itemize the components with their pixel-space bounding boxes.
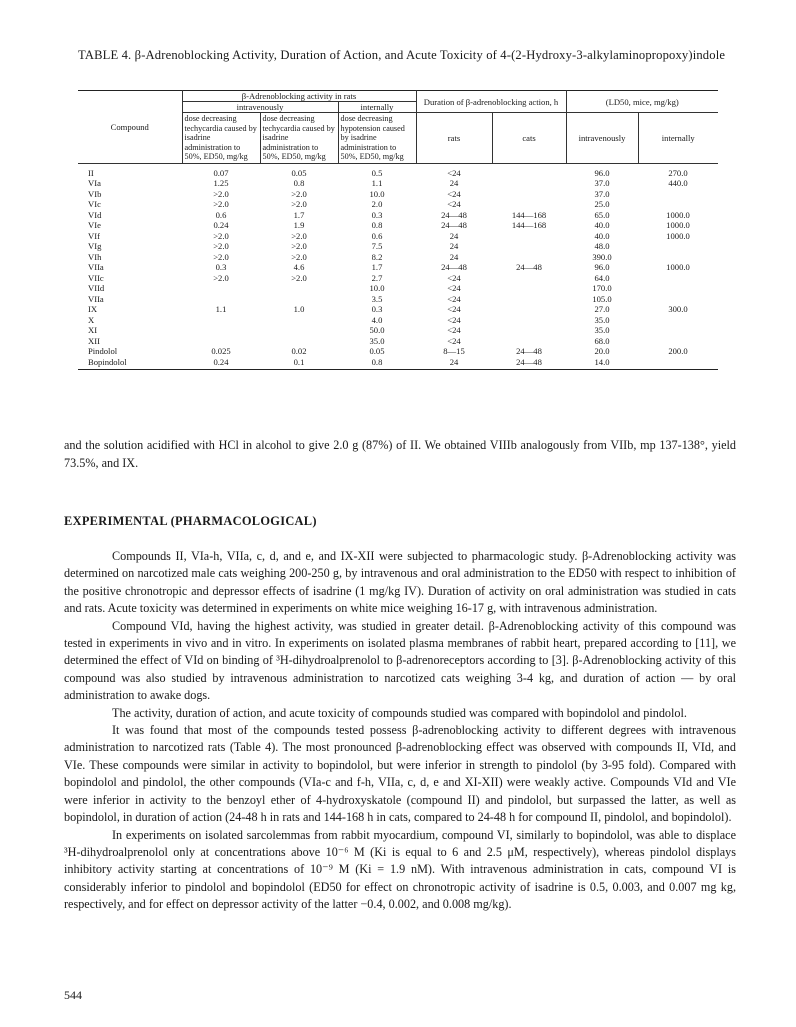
dur-rats-header: rats [416, 113, 492, 164]
compound-cell: VIIa [88, 262, 104, 273]
value-cell: >2.0 [291, 230, 307, 241]
tox-int-header: internally [638, 113, 718, 164]
table-4 [78, 90, 718, 370]
col1-desc: dose decreasing techycardia caused by isadrine administration to 50%, ED50, mg/kg [182, 113, 260, 164]
compound-cell: VIa [88, 178, 101, 189]
table-row [78, 230, 718, 241]
value-cell: 24 [449, 251, 459, 262]
value-cell: 24 [449, 230, 459, 241]
value-cell: 0.02 [291, 346, 307, 357]
value-cell: 1.7 [293, 209, 305, 220]
value-cell: 270.0 [668, 167, 688, 178]
value-cell: >2.0 [213, 272, 229, 283]
value-cell: 24 [449, 178, 459, 189]
value-cell: 2.7 [371, 272, 383, 283]
value-cell: 1.9 [293, 220, 305, 231]
table-row [78, 325, 718, 336]
value-cell: >2.0 [291, 251, 307, 262]
value-cell: 0.24 [213, 356, 229, 367]
value-cell: 65.0 [594, 209, 610, 220]
value-cell: 35.0 [594, 314, 610, 325]
value-cell: 1.7 [371, 262, 383, 273]
compound-cell: X [88, 314, 95, 325]
value-cell: <24 [447, 304, 461, 315]
value-cell: >2.0 [213, 241, 229, 252]
table-row [78, 188, 718, 199]
value-cell: <24 [447, 293, 461, 304]
table-body [78, 163, 718, 367]
value-cell: 1.1 [371, 178, 383, 189]
value-cell [492, 304, 566, 315]
value-cell: 144—168 [511, 220, 547, 231]
table-row [78, 304, 718, 315]
value-cell: 1.0 [293, 304, 305, 315]
table-row [78, 356, 718, 367]
table-row [78, 220, 718, 231]
value-cell: 1000.0 [666, 220, 690, 231]
value-cell: 1.1 [215, 304, 227, 315]
table-row [78, 335, 718, 346]
value-cell: 0.6 [371, 230, 383, 241]
value-cell [492, 314, 566, 325]
value-cell: <24 [447, 335, 461, 346]
value-cell [638, 283, 718, 294]
value-cell: 0.5 [371, 167, 383, 178]
value-cell: 25.0 [594, 199, 610, 210]
value-cell: 10.0 [369, 188, 385, 199]
value-cell: 24—48 [516, 346, 542, 357]
table-row [78, 272, 718, 283]
value-cell [492, 251, 566, 262]
value-cell: 1000.0 [666, 262, 690, 273]
value-cell [638, 335, 718, 346]
table-row [78, 293, 718, 304]
value-cell: <24 [447, 272, 461, 283]
value-cell: 24—48 [516, 262, 542, 273]
table-row [78, 163, 718, 178]
value-cell [492, 335, 566, 346]
compound-cell: VIh [88, 251, 102, 262]
value-cell [492, 199, 566, 210]
value-cell: 440.0 [668, 178, 688, 189]
value-cell: <24 [447, 188, 461, 199]
compound-cell: VIId [88, 283, 105, 294]
value-cell: 105.0 [592, 293, 612, 304]
value-cell: 0.3 [215, 262, 227, 273]
value-cell [492, 293, 566, 304]
value-cell: 390.0 [592, 251, 612, 262]
value-cell: 8—15 [443, 346, 465, 357]
body-text [64, 548, 736, 914]
compound-cell: VIIa [88, 293, 104, 304]
value-cell: >2.0 [291, 241, 307, 252]
value-cell: 4.6 [293, 262, 305, 273]
value-cell: 24—48 [441, 220, 467, 231]
compound-cell: Bopindolol [88, 356, 127, 367]
value-cell: 48.0 [594, 241, 610, 252]
compound-cell: VIf [88, 230, 100, 241]
table-row [78, 314, 718, 325]
value-cell [638, 188, 718, 199]
table-caption: TABLE 4. β-Adrenoblocking Activity, Duration of Action, and Acute Toxicity of 4-(2-Hydroxy-3-alkylaminopropoxy)indole [78, 48, 726, 62]
duration-group-header: Duration of β-adrenoblocking action, h [416, 91, 566, 113]
value-cell: 8.2 [371, 251, 383, 262]
value-cell: 0.3 [371, 304, 383, 315]
value-cell: >2.0 [291, 272, 307, 283]
value-cell: 0.07 [213, 167, 229, 178]
value-cell: 14.0 [594, 356, 610, 367]
value-cell [492, 241, 566, 252]
internal-header: internally [338, 102, 416, 113]
value-cell: 1.25 [213, 178, 229, 189]
value-cell [492, 325, 566, 336]
value-cell [492, 188, 566, 199]
value-cell: 35.0 [594, 325, 610, 336]
value-cell: 0.8 [371, 220, 383, 231]
value-cell: >2.0 [291, 188, 307, 199]
value-cell [492, 283, 566, 294]
paragraph: It was found that most of the compounds tested possess β-adrenoblocking activity to different degrees with intravenous administration to narcotized rats (Table 4). The most pronounced β-adrenoblocking effect was observed with compounds II, VId, and VIe. These compounds were similar in activity to bopindolol, but were inferior in strength to pindolol (by 3-95 fold). Compared with bopindolol and pindolol, the other compounds (VIa-c and f-h, VIIa, c, d, e and XI-XII) were weakly active. Compounds VId and VIe were inferior in activity to the benzoyl ether of 4-hydroxyskatole (compound II) and pindolol, but surpassed the latter, as well as bopindolol, in duration of action (24-48 h in rats and 144-168 h in cats, compared to 24-48 h for compound II, pindolol, and bopindolol). [64, 723, 736, 825]
value-cell: <24 [447, 167, 461, 178]
table-row [78, 262, 718, 273]
dur-cats-header: cats [492, 113, 566, 164]
value-cell: 27.0 [594, 304, 610, 315]
value-cell [182, 283, 260, 294]
value-cell: 0.1 [293, 356, 305, 367]
value-cell [638, 272, 718, 283]
value-cell [260, 314, 338, 325]
value-cell: 20.0 [594, 346, 610, 357]
table-row [78, 283, 718, 294]
value-cell: >2.0 [213, 230, 229, 241]
value-cell: 0.3 [371, 209, 383, 220]
table-row [78, 178, 718, 189]
value-cell: 7.5 [371, 241, 383, 252]
value-cell: 96.0 [594, 167, 610, 178]
value-cell: 0.6 [215, 209, 227, 220]
value-cell: >2.0 [291, 199, 307, 210]
compound-header: Compound [78, 91, 182, 164]
value-cell: 2.0 [371, 199, 383, 210]
section-heading: EXPERIMENTAL (PHARMACOLOGICAL) [64, 514, 317, 528]
table-row [78, 346, 718, 357]
value-cell: 144—168 [511, 209, 547, 220]
value-cell [492, 178, 566, 189]
value-cell: 200.0 [668, 346, 688, 357]
value-cell [638, 293, 718, 304]
table-row [78, 241, 718, 252]
value-cell: 68.0 [594, 335, 610, 346]
value-cell [638, 199, 718, 210]
value-cell: 0.025 [211, 346, 231, 357]
value-cell [492, 272, 566, 283]
value-cell: 96.0 [594, 262, 610, 273]
value-cell: 10.0 [369, 283, 385, 294]
compound-cell: VIb [88, 188, 102, 199]
toxicity-group-header: (LD50, mice, mg/kg) [566, 91, 718, 113]
value-cell: 4.0 [371, 314, 383, 325]
value-cell [182, 314, 260, 325]
intro-paragraph: and the solution acidified with HCl in alcohol to give 2.0 g (87%) of II. We obtained VIIIb analogously from VIIb, mp 137-138°, yield 73.5%, and IX. [64, 438, 736, 470]
value-cell [492, 230, 566, 241]
value-cell: 24 [449, 356, 459, 367]
value-cell [182, 325, 260, 336]
value-cell: 24—48 [516, 356, 542, 367]
value-cell: 64.0 [594, 272, 610, 283]
value-cell [638, 251, 718, 262]
value-cell: 1000.0 [666, 230, 690, 241]
value-cell: <24 [447, 199, 461, 210]
value-cell: 170.0 [592, 283, 612, 294]
value-cell [492, 163, 566, 178]
value-cell: 50.0 [369, 325, 385, 336]
value-cell: 24 [449, 241, 459, 252]
table-bottom-rule [78, 367, 718, 370]
compound-cell: VIc [88, 199, 101, 210]
data-table [78, 90, 718, 367]
paragraph: The activity, duration of action, and acute toxicity of compounds studied was compared with bopindolol and pindolol. [112, 705, 687, 720]
paragraph: In experiments on isolated sarcolemmas from rabbit myocardium, compound VI, similarly to bopindolol, was able to displace ³H-dihydroalprenolol only at concentrations above 10⁻⁶ M (Ki is equal to 6 and 2.5 μM, respectively), whereas pindolol displays inhibitory activity starting at concentrations of 10⁻⁹ M (Ki = 1.9 nM). With intravenous administration in cats, compound VI is considerably inferior to pindolol and bopindolol (ED50 for effect on chronotropic activity of isadrine is 0.5, 0.003, and 0.007 mg kg, respectively, and for effect on depressor activity of the latter −0.4, 0.002, and 0.008 mg/kg). [64, 827, 736, 912]
paragraph: Compounds II, VIa-h, VIIa, c, d, and e, and IX-XII were subjected to pharmacologic study. β-Adrenoblocking activity was determined on narcotized male cats weighing 200-250 g, by intravenous and oral administration to the ED50 with respect to inhibition of the positive chronotropic and depressor effects of isadrine (1 mg/kg IV). Duration of activity on oral administration was studied in cats and rats. Acute toxicity was determined in experiments on white mice weighing 16-17 g, with intravenous administration. [64, 549, 736, 616]
value-cell: >2.0 [213, 251, 229, 262]
compound-cell: XI [88, 325, 98, 336]
value-cell: 35.0 [369, 335, 385, 346]
value-cell: 300.0 [668, 304, 688, 315]
compound-cell: VIIc [88, 272, 104, 283]
value-cell: 0.05 [291, 167, 307, 178]
value-cell: 0.24 [213, 220, 229, 231]
compound-cell: VIe [88, 220, 101, 231]
table-row [78, 199, 718, 210]
value-cell [260, 293, 338, 304]
compound-cell: II [88, 167, 94, 178]
value-cell: <24 [447, 314, 461, 325]
iv-header: intravenously [182, 102, 338, 113]
value-cell [182, 293, 260, 304]
value-cell: <24 [447, 283, 461, 294]
value-cell [638, 325, 718, 336]
table-row [78, 251, 718, 262]
paragraph: Compound VId, having the highest activity, was studied in greater detail. β-Adrenoblocking activity of this compound was tested in experiments in vivo and in vitro. In experiments on isolated plasma membranes of rabbit heart, prepared according to [11], we determined the effect of VId on binding of ³H-dihydroalprenolol to β-adrenoreceptors according to [3]. β-Adrenoblocking activity of this compound was also studied by intravenous administration to narcotized cats weighing 3-4 kg, and duration of action — by oral administration to awake dogs. [64, 618, 736, 703]
value-cell: 1000.0 [666, 209, 690, 220]
compound-cell: Pindolol [88, 346, 118, 357]
value-cell: >2.0 [213, 199, 229, 210]
value-cell: 0.8 [293, 178, 305, 189]
value-cell: 0.05 [369, 346, 385, 357]
value-cell [260, 335, 338, 346]
value-cell: 37.0 [594, 188, 610, 199]
value-cell [260, 283, 338, 294]
value-cell: 40.0 [594, 230, 610, 241]
value-cell [638, 241, 718, 252]
value-cell: 40.0 [594, 220, 610, 231]
value-cell: 3.5 [371, 293, 383, 304]
activity-group-header: β-Adrenoblocking activity in rats [182, 91, 416, 102]
value-cell: 24—48 [441, 262, 467, 273]
page-number: 544 [64, 988, 82, 1002]
value-cell [638, 356, 718, 367]
value-cell: 24—48 [441, 209, 467, 220]
value-cell: <24 [447, 325, 461, 336]
tox-iv-header: intravenously [566, 113, 638, 164]
value-cell: >2.0 [213, 188, 229, 199]
value-cell [260, 325, 338, 336]
compound-cell: VIg [88, 241, 102, 252]
compound-cell: IX [88, 304, 98, 315]
compound-cell: VId [88, 209, 102, 220]
value-cell: 0.8 [371, 356, 383, 367]
value-cell [182, 335, 260, 346]
compound-cell: XII [88, 335, 100, 346]
value-cell [638, 314, 718, 325]
col2-desc: dose decreasing techycardia caused by isadrine administration to 50%, ED50, mg/kg [260, 113, 338, 164]
col3-desc: dose decreasing hypotension caused by isadrine administration to 50%, ED50, mg/kg [338, 113, 416, 164]
value-cell: 37.0 [594, 178, 610, 189]
table-row [78, 209, 718, 220]
